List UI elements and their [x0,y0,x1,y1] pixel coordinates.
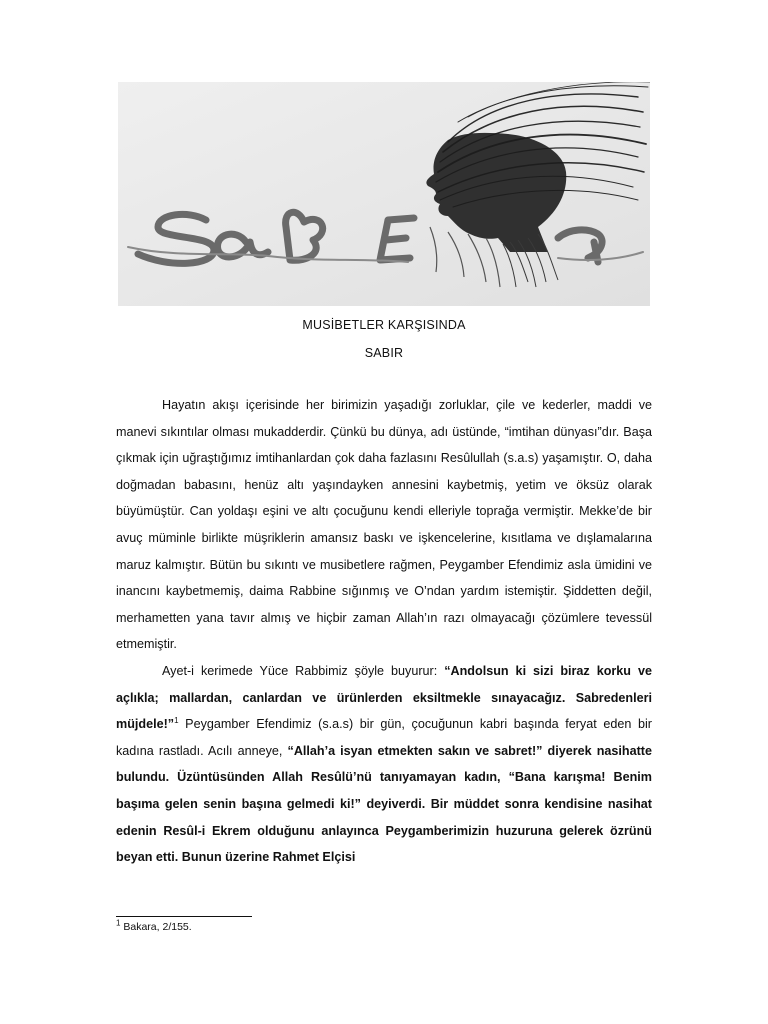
page-title-line-2: SABIR [364,346,404,360]
footnote-divider [116,916,252,917]
paragraph-2-run-1: Ayet-i kerimede Yüce Rabbimiz şöyle buyurur: [162,663,445,678]
paragraph-2-run-3: Peygamber Efendimiz (s.a.s) bir gün, çocuğunun kabri başında feryat eden bir kadına rastladı. Acılı anneye, [116,717,652,758]
paragraph-1-text: Hayatın akışı içerisinde her birimizin yaşadığı zorluklar, çile ve kederler, maddi ve manevi sıkıntılar olması mukadderdir. Çünkü bu dünya, adı üstünde, “imtihan dünyası”dır. Başa çıkmak için uğraştığımız imtihanlardan çok daha fazlasını Resûlullah (s.a.s) yaşamıştır. O, daha doğmadan babasını, henüz altı yaşındayken annesini kaybetmiş, yetim ve öksüz olarak büyümüştür. Can yoldaşı eşini ve altı çocuğunu kendi elleriyle toprağa vermiştir. Mekke’de bir avuç müminle birlikte müşriklerin amansız baskı ve işkencelerine, kısıtlama ve dışlamalarına maruz kalmıştır. Bütün bu sıkıntı ve musibetlere rağmen, Peygamber Efendimiz asla ümidini ve inancını kaybetmemiş, daima Rabbine sığınmış ve O’ndan yardım istemiştir. Şiddetten değil, merhametten yana tavır almış ve hiçbir zaman Allah’ın razı olmayacağı çözümlere tevessül etmemiştir. [116,398,652,652]
footnote [116,918,192,933]
sabir-banner-image [118,82,650,306]
body-text [116,392,652,871]
hadith-quote: “Allah’a isyan etmekten sakın ve sabret!” diyerek nasihatte bulundu. Üzüntüsünden Allah Resûlü’nü tanıyamayan kadın, “Bana karışma! Benim başıma gelen senin başına gelmedi ki!” deyiverdi. Bir müddet sonra kendisine nasihat edenin Resûl-i Ekrem olduğunu anlayınca Peygamberimizin huzuruna gelerek özrünü beyan etti. Bunun üzerine Rahmet Elçisi [116,743,652,865]
footnote-reference[interactable]: 1 [174,715,179,725]
page-title-line-1: MUSİBETLER KARŞISINDA [302,318,466,332]
paragraph-1 [116,392,652,658]
footnote-text: Bakara, 2/155. [120,921,192,933]
paragraph-2 [116,658,652,871]
footnote-number: 1 [116,918,121,928]
quran-verse-quote: “Andolsun ki sizi biraz korku ve açlıkla; mallardan, canlardan ve ürünlerden eksiltmekle sınayacağız. Sabredenleri müjdele!” [116,663,652,732]
